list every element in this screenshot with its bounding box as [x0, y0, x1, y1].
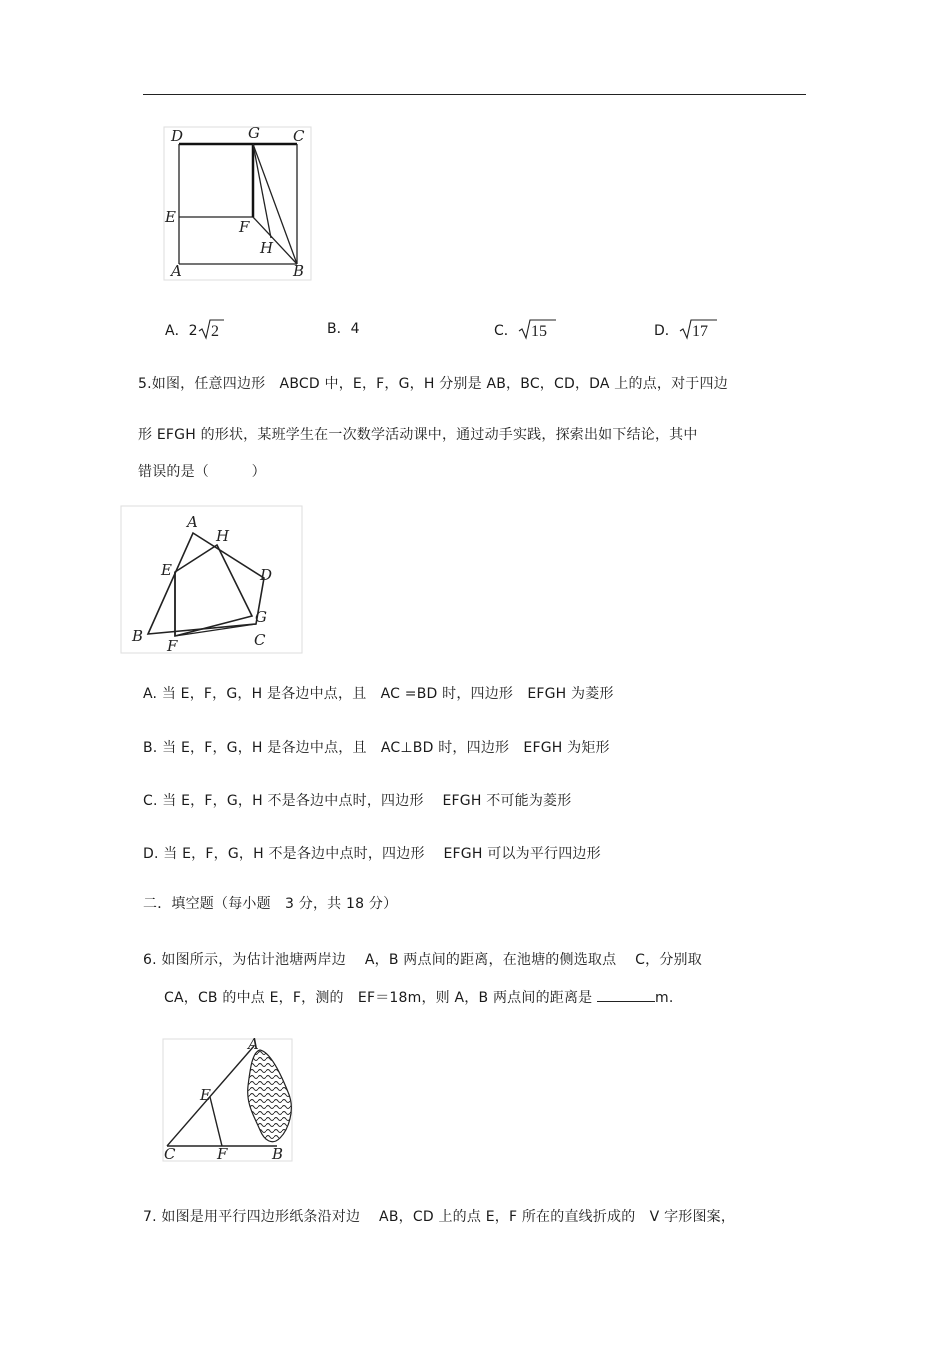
- header-rule: [143, 94, 806, 95]
- q4-label-F: F: [239, 218, 250, 236]
- q5-label-G: G: [255, 608, 267, 626]
- svg-text:15: 15: [530, 323, 547, 340]
- q5-label-A: A: [187, 513, 198, 531]
- svg-text:17: 17: [691, 323, 708, 340]
- sqrt-icon: [679, 318, 717, 344]
- q5-option-c: C. 当 E，F，G，H 不是各边中点时，四边形 EFGH 不可能为菱形: [143, 793, 572, 809]
- q4-label-H: H: [260, 239, 274, 257]
- q4-option-d: D． 17: [654, 318, 717, 344]
- q5-label-B: B: [132, 627, 144, 645]
- q6-label-F: F: [217, 1145, 228, 1163]
- q4-label-A: A: [171, 262, 182, 280]
- q5-label-F: F: [167, 637, 178, 655]
- q5-quadrilateral-figure: [120, 505, 304, 655]
- q6-stem-line2: CA，CB 的中点 E，F，测的 EF＝18m，则 A，B 两点间的距离是 m.: [164, 990, 674, 1006]
- q5-option-b: B. 当 E，F，G，H 是各边中点，且 AC⊥BD 时，四边形 EFGH 为矩形: [143, 740, 610, 756]
- q6-stem-line1: 6. 如图所示，为估计池塘两岸边 A，B 两点间的距离，在池塘的侧选取点 C，分别取: [143, 952, 702, 968]
- q6-label-E: E: [200, 1086, 211, 1104]
- svg-text:2: 2: [210, 323, 219, 340]
- q5-label-D: D: [260, 566, 273, 584]
- q5-option-d: D. 当 E，F，G，H 不是各边中点时，四边形 EFGH 可以为平行四边形: [143, 846, 601, 862]
- q4-label-D: D: [171, 127, 184, 145]
- section-heading: 二．填空题（每小题 3 分，共 18 分）: [143, 896, 398, 912]
- q5-stem-line3: 错误的是（ ）: [138, 464, 266, 480]
- q7-stem-line1: 7. 如图是用平行四边形纸条沿对边 AB，CD 上的点 E，F 所在的直线折成的 V 字形图案，: [143, 1209, 736, 1225]
- q5-stem-line2: 形 EFGH 的形状，某班学生在一次数学活动课中，通过动手实践，探索出如下结论，其中: [138, 427, 698, 443]
- q4-label-B: B: [293, 262, 305, 280]
- q4-option-a: A．2 2: [165, 318, 224, 344]
- answer-blank[interactable]: [597, 989, 655, 1002]
- q4-option-c: C． 15: [494, 318, 556, 344]
- q5-label-E: E: [161, 561, 172, 579]
- q4-label-G: G: [248, 126, 260, 142]
- sqrt-icon: [518, 318, 556, 344]
- q4-label-E: E: [165, 208, 176, 226]
- q6-label-B: B: [272, 1145, 284, 1163]
- q5-label-C: C: [254, 631, 266, 649]
- q5-option-a: A. 当 E，F，G，H 是各边中点，且 AC =BD 时，四边形 EFGH 为菱形: [143, 686, 614, 702]
- q4-label-C: C: [293, 127, 305, 145]
- q4-square-figure: [163, 126, 313, 281]
- q5-stem-line1: 5.如图，任意四边形 ABCD 中，E，F，G，H 分别是 AB，BC，CD，DA 上的点，对于四边: [138, 376, 728, 392]
- sqrt-icon: [198, 318, 224, 344]
- q5-label-H: H: [216, 527, 230, 545]
- q4-option-b: B．4: [327, 321, 360, 337]
- q6-label-C: C: [164, 1145, 176, 1163]
- q6-label-A: A: [248, 1038, 259, 1053]
- q6-pond-figure: [162, 1038, 294, 1163]
